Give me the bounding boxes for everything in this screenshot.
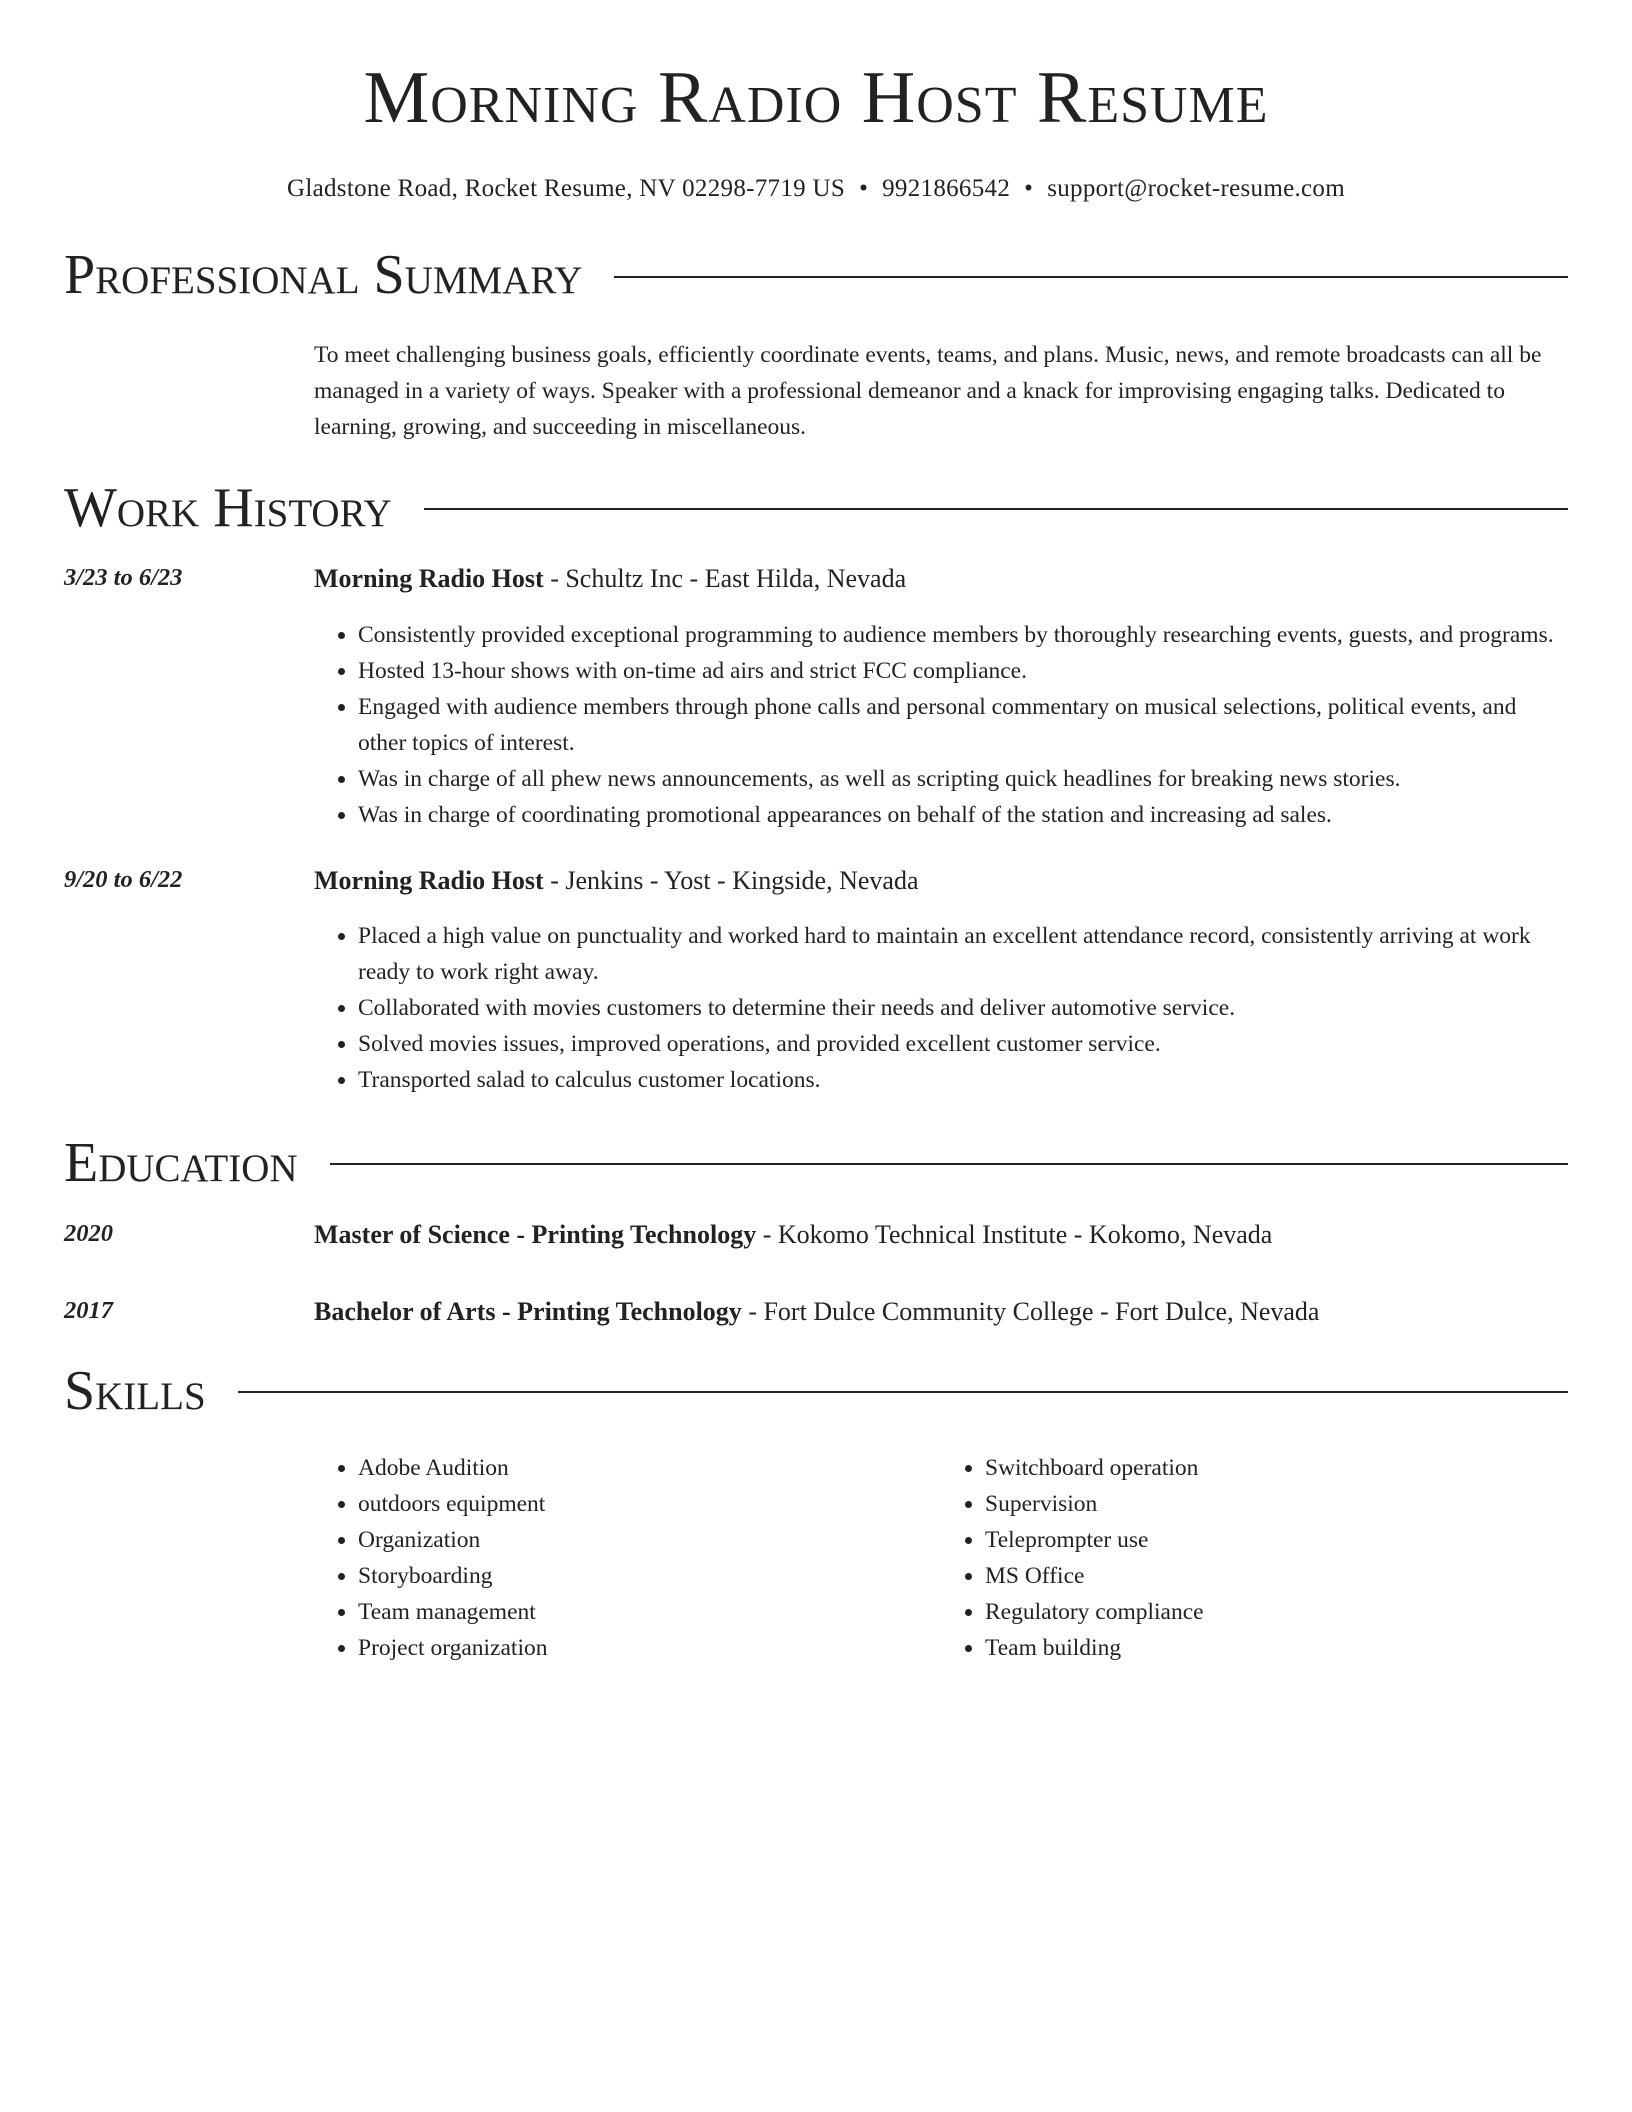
job-bullet: • Transported salad to calculus customer locations. xyxy=(358,1063,1568,1099)
contact-separator: • xyxy=(859,175,869,203)
job-title: Morning Radio Host xyxy=(314,564,544,594)
resume-title: Morning Radio Host Resume xyxy=(363,57,1269,139)
skill-item: • Organization xyxy=(358,1523,941,1559)
job-bullet: • Hosted 13-hour shows with on-time ad airs and strict FCC compliance. xyxy=(358,654,1568,690)
skill-item: • Adobe Audition xyxy=(358,1451,941,1487)
education-degree: Bachelor of Arts - Printing Technology xyxy=(314,1297,742,1327)
job-role xyxy=(314,562,1568,596)
section-divider xyxy=(424,508,1568,510)
summary-section-header xyxy=(64,243,1568,307)
skill-item: • outdoors equipment xyxy=(358,1487,941,1523)
education-heading: Education xyxy=(64,1132,298,1195)
contact-email: support@rocket-resume.com xyxy=(1047,175,1345,203)
education-details: - Fort Dulce Community College - Fort Dulce, Nevada xyxy=(741,1297,1320,1327)
job-bullet: • Solved movies issues, improved operations, and provided excellent customer service. xyxy=(358,1027,1568,1063)
education-details: - Kokomo Technical Institute - Kokomo, Nevada xyxy=(756,1219,1273,1249)
work-section-header xyxy=(64,476,1568,540)
education-body xyxy=(314,1295,1319,1329)
job-bullets xyxy=(314,919,1568,1099)
job-role xyxy=(314,864,1568,898)
skill-item: • Storyboarding xyxy=(358,1559,941,1595)
skill-item: • Project organization xyxy=(358,1631,941,1667)
skill-item: • Regulatory compliance xyxy=(985,1595,1568,1631)
education-degree: Master of Science - Printing Technology xyxy=(314,1219,757,1249)
education-year: 2020 xyxy=(64,1219,113,1247)
job-bullet: • Was in charge of coordinating promotional appearances on behalf of the station and increasing ad sales. xyxy=(358,798,1568,834)
summary-heading: Professional Summary xyxy=(64,244,583,307)
section-divider xyxy=(238,1391,1568,1393)
skill-item: • MS Office xyxy=(985,1559,1568,1595)
skill-item: • Team management xyxy=(358,1595,941,1631)
section-divider xyxy=(614,276,1568,278)
job-body xyxy=(314,864,1568,1100)
summary-text: To meet challenging business goals, efficiently coordinate events, teams, and plans. Music, news, and remote broadcasts can all be managed in a variety of ways. Speaker with a professional demeanor and a knack for improvising engaging talks. Dedicated to learning, growing, and succeeding in miscellaneous. xyxy=(314,341,1542,440)
contact-line xyxy=(64,175,1568,203)
work-heading: Work History xyxy=(64,476,392,539)
contact-separator: • xyxy=(1024,175,1034,203)
education-entry xyxy=(64,1295,1568,1329)
job-dates: 9/20 to 6/22 xyxy=(64,865,183,893)
job-body xyxy=(314,562,1568,834)
skills-columns xyxy=(314,1451,1568,1667)
job-bullets xyxy=(314,618,1568,834)
education-year: 2017 xyxy=(64,1297,113,1325)
skill-item: • Team building xyxy=(985,1631,1568,1667)
contact-address: Gladstone Road, Rocket Resume, NV 02298-7719 US xyxy=(287,175,846,203)
job-title: Morning Radio Host xyxy=(314,865,544,895)
job-bullet: • Was in charge of all phew news announcements, as well as scripting quick headlines for breaking news stories. xyxy=(358,762,1568,798)
skill-item: • Teleprompter use xyxy=(985,1523,1568,1559)
job-bullet: • Collaborated with movies customers to determine their needs and deliver automotive service. xyxy=(358,991,1568,1027)
job-entry xyxy=(64,864,1568,1100)
education-body xyxy=(314,1218,1272,1252)
skill-item: • Switchboard operation xyxy=(985,1451,1568,1487)
skills-heading: Skills xyxy=(64,1360,206,1423)
contact-phone: 9921866542 xyxy=(882,175,1011,203)
skill-item: • Supervision xyxy=(985,1487,1568,1523)
job-details: - Schultz Inc - East Hilda, Nevada xyxy=(543,564,907,594)
education-entry xyxy=(64,1218,1568,1252)
job-dates: 3/23 to 6/23 xyxy=(64,564,183,592)
section-divider xyxy=(330,1163,1568,1165)
education-section-header xyxy=(64,1131,1568,1195)
skills-section-header xyxy=(64,1359,1568,1423)
job-bullet: • Engaged with audience members through phone calls and personal commentary on musical selections, political events, and other topics of interest. xyxy=(358,690,1568,762)
job-bullet: • Consistently provided exceptional programming to audience members by thoroughly researching events, guests, and programs. xyxy=(358,618,1568,654)
job-entry xyxy=(64,562,1568,834)
job-details: - Jenkins - Yost - Kingside, Nevada xyxy=(543,865,919,895)
skills-right-column xyxy=(941,1451,1568,1667)
job-bullet: • Placed a high value on punctuality and worked hard to maintain an excellent attendance record, consistently arriving at work ready to work right away. xyxy=(358,919,1568,991)
skills-left-column xyxy=(314,1451,941,1667)
